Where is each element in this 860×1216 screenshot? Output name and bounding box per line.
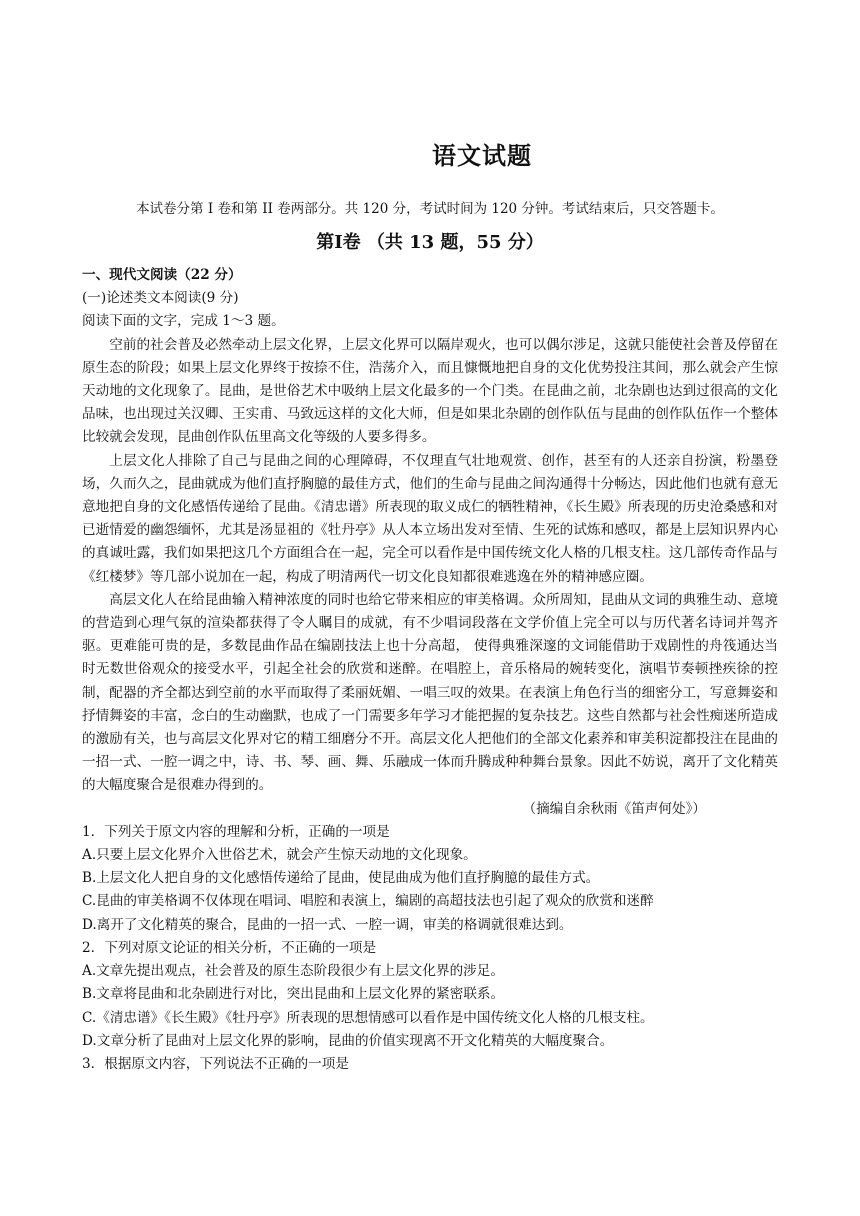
sub-section-heading: (一)论述类文本阅读(9 分) xyxy=(82,290,239,307)
question-option: D.离开了文化精英的聚合，昆曲的一招一式、一腔一调，审美的格调就很难达到。 xyxy=(82,916,573,933)
question-option: C.《清忠谱》《长生殿》《牡丹亭》所表现的思想情感可以看作是中国传统文化人格的几根支柱。 xyxy=(82,1009,654,1026)
passage-paragraph: 上层文化人排除了自己与昆曲之间的心理障碍，不仅理直气壮地观赏、创作，甚至有的人还亲自扮演，粉墨登场，久而久之，昆曲就成为他们直抒胸臆的最佳方式，他们的生命与昆曲之间沟通得十分畅达，因此他们也就有意无意地把自身的文化感悟传递给了昆曲。《清忠谱》所表现的取义成仁的牺牲精神，《长生殿》所表现的历史沧桑感和对已逝情爱的幽怨缅怀，尤其是汤显祖的《牡丹亭》从人本立场出发对至情、生死的试炼和感叹，都是上层知识界内心的真诚吐露，我们如果把这几个方面组合在一起，完全可以看作是中国传统文化人格的几根支柱。这几部传奇作品与《红楼梦》等几部小说加在一起，构成了明清两代一切文化良知都很难逃逸在外的精神感应圈。 xyxy=(82,452,778,585)
question-stem: 3．根据原文内容，下列说法不正确的一项是 xyxy=(82,1055,349,1072)
question-option: A.文章先提出观点，社会普及的原生态阶段很少有上层文化界的涉足。 xyxy=(82,963,504,980)
question-stem: 2．下列对原文论证的相关分析，不正确的一项是 xyxy=(82,939,377,956)
passage-paragraph: 空前的社会普及必然牵动上层文化界，上层文化界可以隔岸观火，也可以偶尔涉足，这就只能使社会普及停留在原生态的阶段；如果上层文化界终于按捺不住，浩荡介入，而且慷慨地把自身的文化优势投注其间，那么就会产生惊天动地的文化现象了。昆曲，是世俗艺术中吸纳上层文化最多的一个门类。在昆曲之前，北杂剧也达到过很高的文化品味，也出现过关汉卿、王实甫、马致远这样的文化大师，但是如果北杂剧的创作队伍与昆曲的创作队伍作一个整体比较就会发现，昆曲创作队伍里高文化等级的人要多得多。 xyxy=(82,336,778,446)
question-option: A.只要上层文化界介入世俗艺术，就会产生惊天动地的文化现象。 xyxy=(82,847,477,864)
page-title: 语文试题 xyxy=(432,141,532,170)
section-heading: 一、现代文阅读（22 分） xyxy=(82,267,242,283)
passage-source: （摘编自余秋雨《笛声何处》） xyxy=(522,800,706,817)
question-option: B.文章将昆曲和北杂剧进行对比，突出昆曲和上层文化界的紧密联系。 xyxy=(82,986,505,1003)
question-stem: 1．下列关于原文内容的理解和分析，正确的一项是 xyxy=(82,823,390,840)
exam-content xyxy=(82,264,778,1076)
question-option: C.昆曲的审美格调不仅体现在唱词、唱腔和表演上，编剧的高超技法也引起了观众的欣赏和迷醉 xyxy=(82,893,654,910)
question-option: B.上层文化人把自身的文化感悟传递给了昆曲，使昆曲成为他们直抒胸臆的最佳方式。 xyxy=(82,870,600,887)
passage-paragraph: 高层文化人在给昆曲输入精神浓度的同时也给它带来相应的审美格调。众所周知，昆曲从文词的典雅生动、意境的营造到心理气氛的渲染都获得了令人瞩目的成就，有不少唱词段落在文学价值上完全可以与历代著名诗词并驾齐驱。更难能可贵的是，多数昆曲作品在编剧技法上也十分高超， 使得典雅深邃的文词能借助于戏剧性的舟筏通达当时无数世俗观众的接受水平，引起全社会的欣赏和迷醉。在唱腔上，音乐格局的婉转变化，演唱节奏顿挫疾徐的控制，配器的齐全都达到空前的水平而取得了柔丽妩媚、一唱三叹的效果。在表演上角色行当的细密分工，写意舞姿和抒情舞姿的丰富，念白的生动幽默，也成了一门需要多年学习才能把握的复杂技艺。这些自然都与社会性痴迷所造成的激励有关，也与高层文化界对它的精工细磨分不开。高层文化人把他们的全部文化素养和审美积淀都投注在昆曲的一招一式、一腔一调之中，诗、书、琴、画、舞、乐融成一体而升腾成种种舞台景象。因此不妨说，离开了文化精英的大幅度聚合是很难办得到的。 xyxy=(82,591,778,794)
reading-instruction: 阅读下面的文字，完成 1～3 题。 xyxy=(82,313,285,330)
question-option: D.文章分析了昆曲对上层文化界的影响，昆曲的价值实现离不开文化精英的大幅度聚合。 xyxy=(82,1032,614,1049)
part-title: 第Ⅰ卷 （共 13 题，55 分） xyxy=(316,232,544,253)
exam-instructions: 本试卷分第 I 卷和第 II 卷两部分。共 120 分，考试时间为 120 分钟。考试结束后，只交答题卡。 xyxy=(136,201,724,217)
